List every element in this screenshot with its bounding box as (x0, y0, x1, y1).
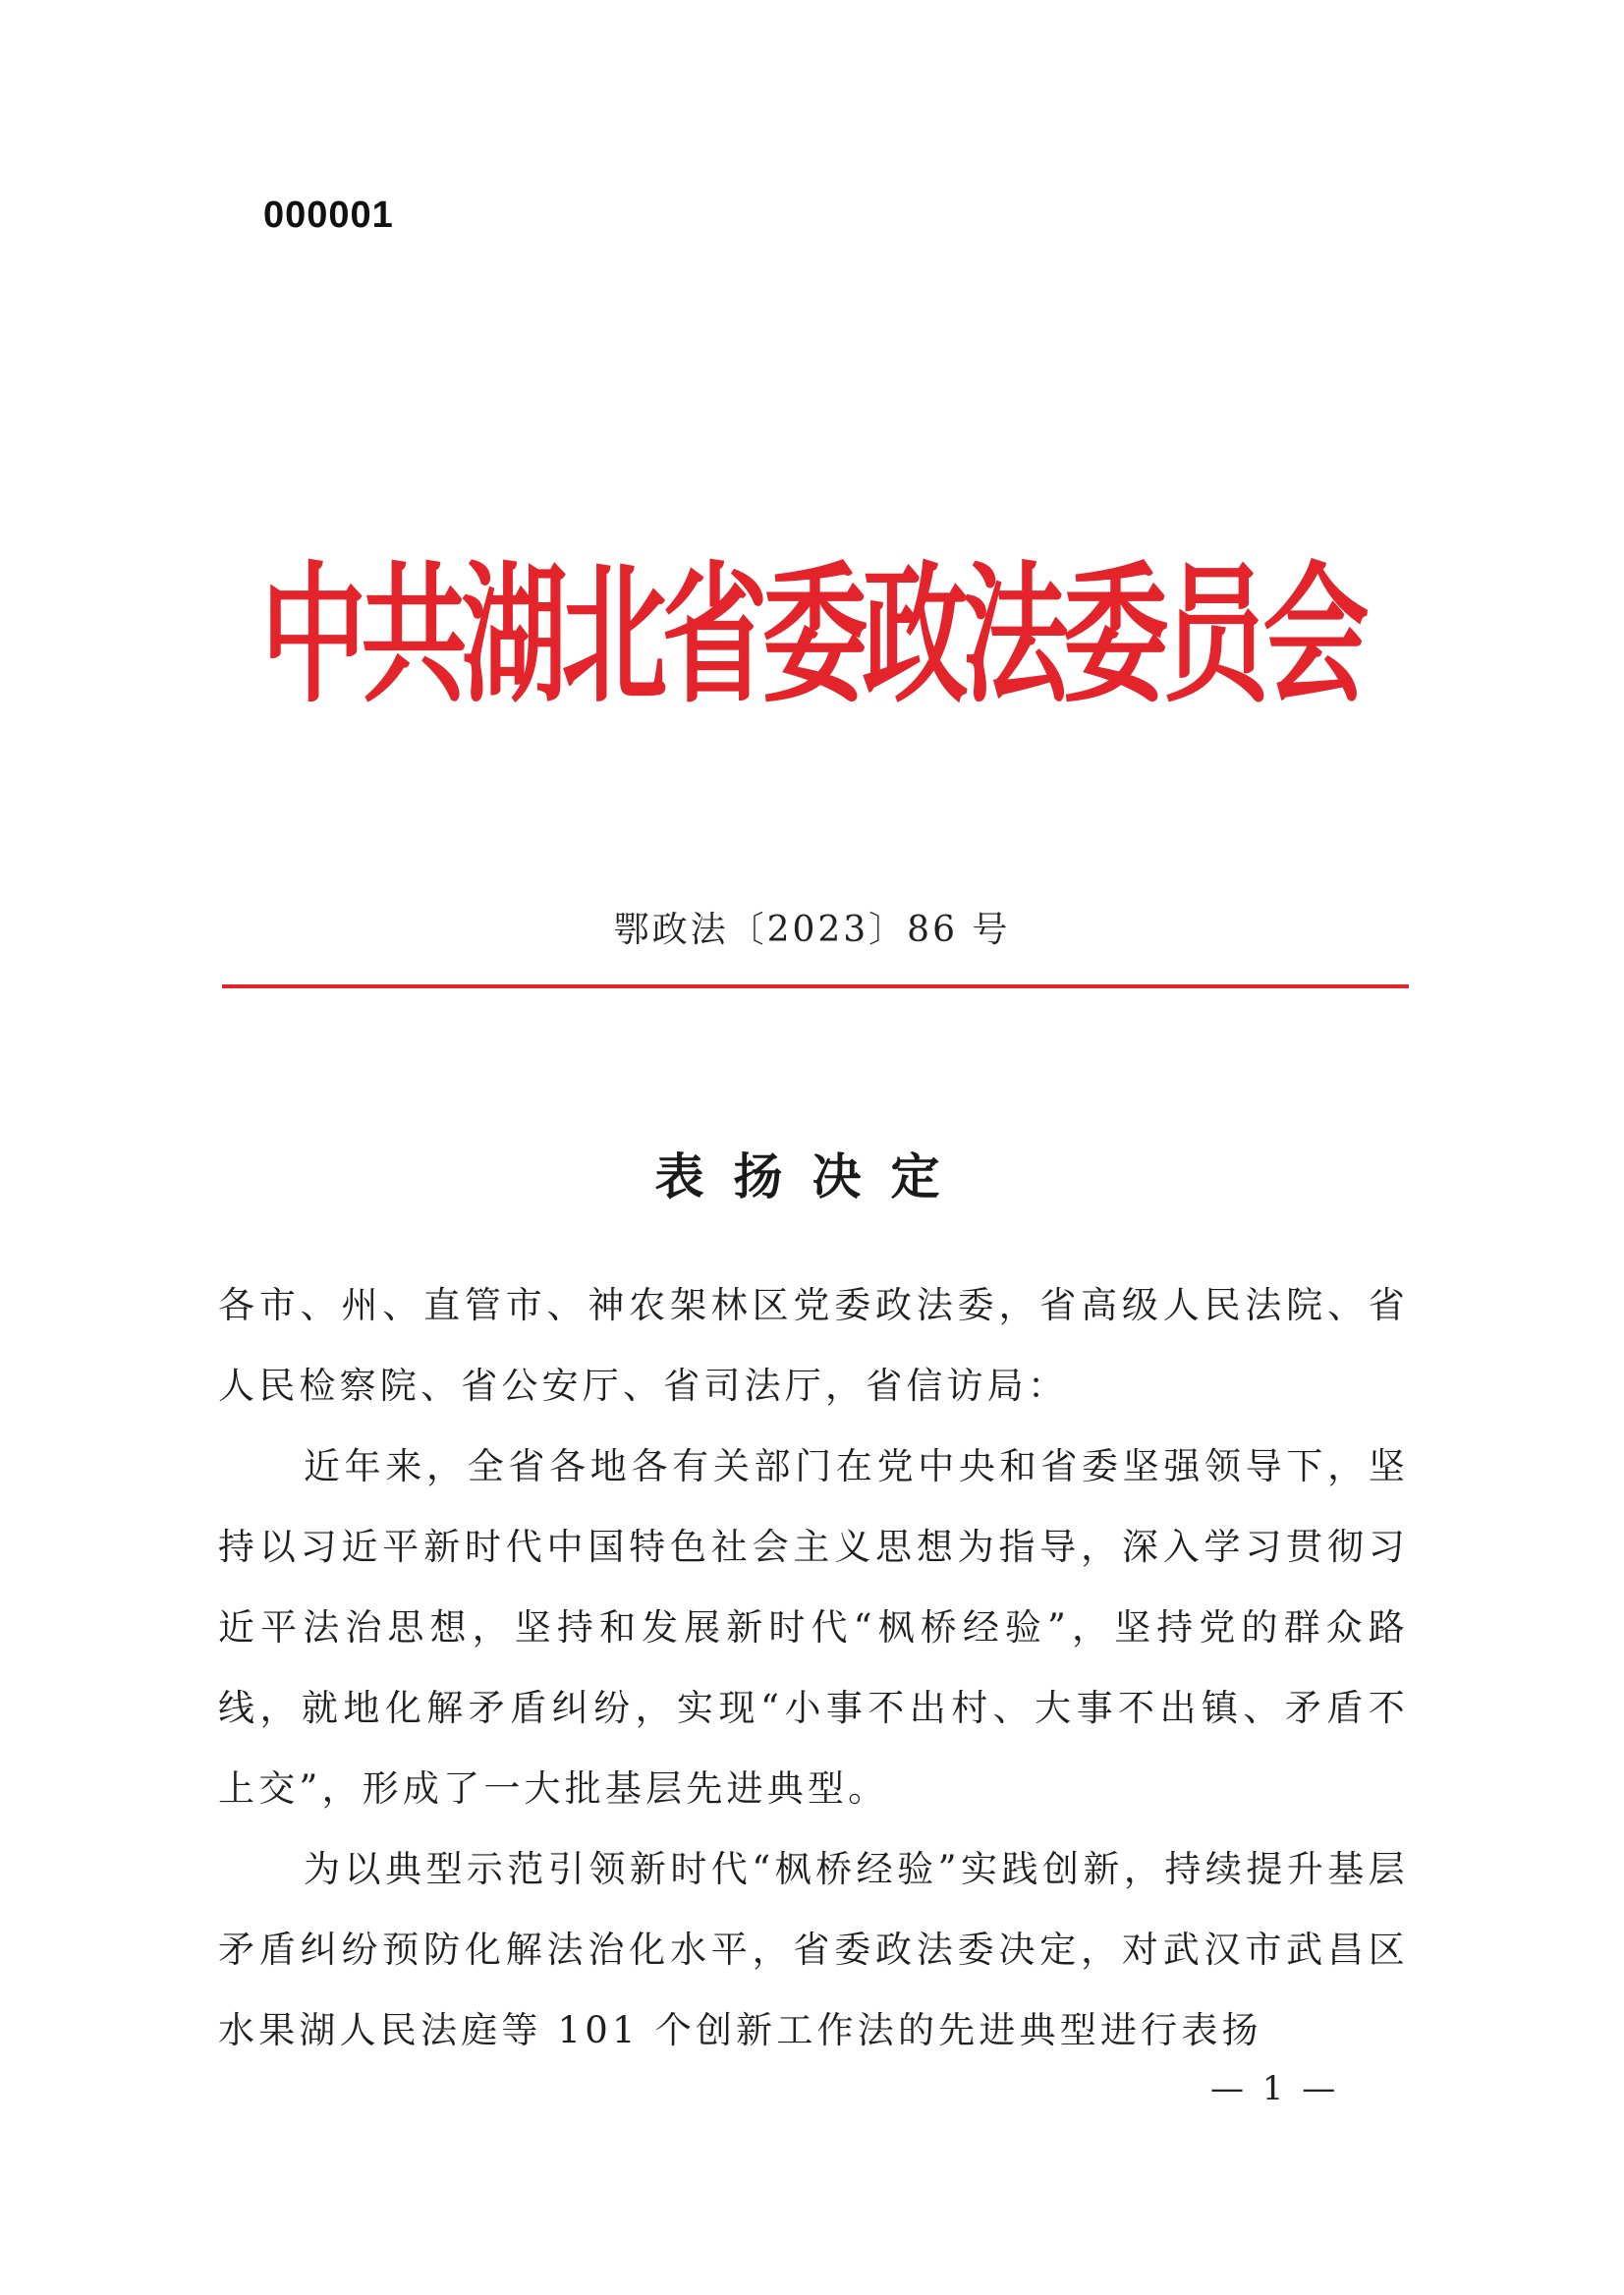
red-separator-line (222, 984, 1409, 988)
serial-number: 000001 (263, 195, 394, 236)
document-body (218, 1265, 1409, 2071)
issuer-header: 中共湖北省委政法委员会 (260, 549, 1364, 724)
document-title: 表扬决定 (654, 1148, 970, 1205)
body-paragraph-2: 为以典型示范引领新时代“枫桥经验”实践创新，持续提升基层矛盾纠纷预防化解法治化水平，省委政法委决定，对武汉市武昌区水果湖人民法庭等 101 个创新工作法的先进典型进行表扬 (218, 1848, 1409, 2051)
body-paragraph-1: 近年来，全省各地各有关部门在党中央和省委坚强领导下，坚持以习近平新时代中国特色社会主义思想为指导，深入学习贯彻习近平法治思想，坚持和发展新时代“枫桥经验”，坚持党的群众路线，就地化解矛盾纠纷，实现“小事不出村、大事不出镇、矛盾不上交”，形成了一大批基层先进典型。 (218, 1445, 1409, 1810)
document-number: 鄂政法〔2023〕86 号 (613, 910, 1011, 950)
addressees: 各市、州、直管市、神农架林区党委政法委，省高级人民法院、省人民检察院、省公安厅、省司法厅，省信访局： (218, 1284, 1409, 1407)
page-number: — 1 — (1210, 2069, 1340, 2108)
